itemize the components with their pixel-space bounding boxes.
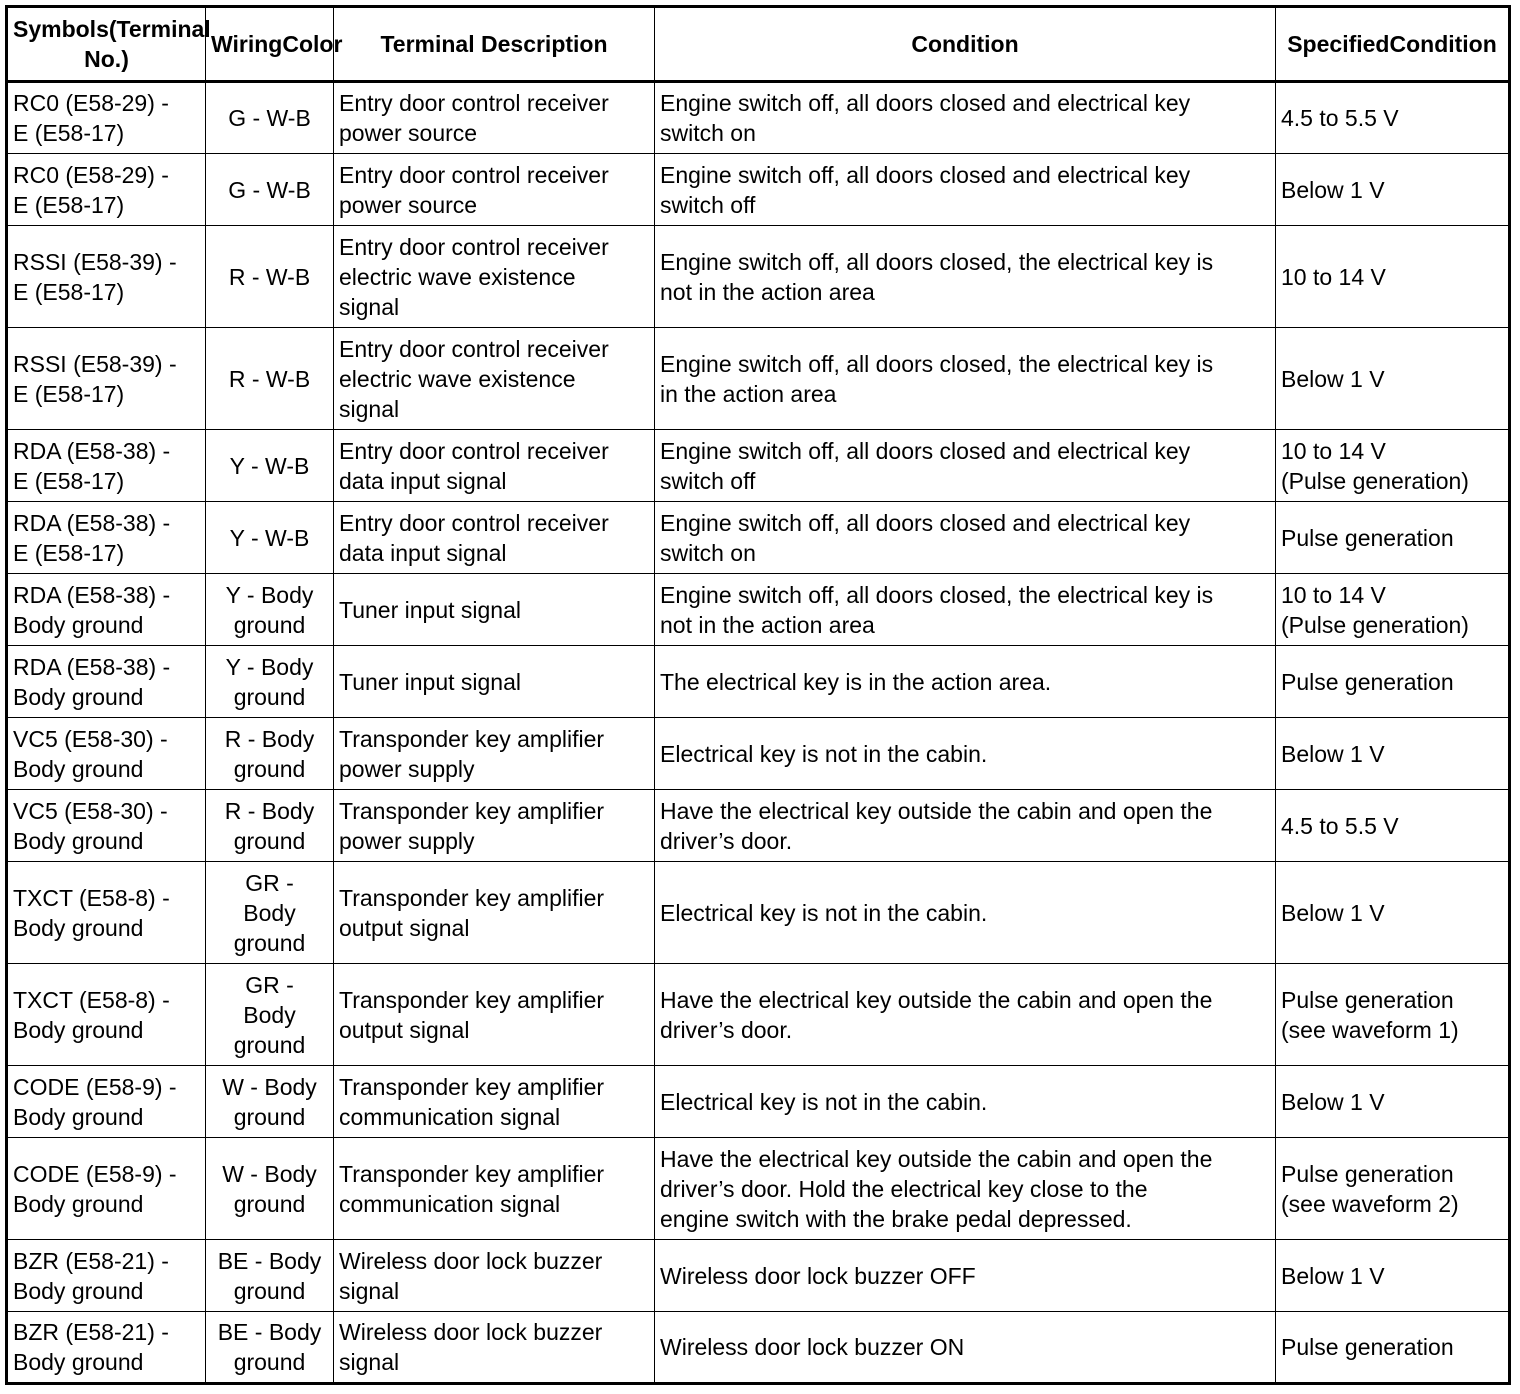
cell-text-line: R - W-B: [228, 263, 311, 290]
table-row: [7, 574, 1510, 646]
cell-text-line: in the action area: [660, 380, 837, 407]
cell-text-line: RDA (E58-38) -: [13, 581, 171, 608]
terminal-description-cell: [334, 646, 655, 718]
symbol-cell: [7, 154, 206, 226]
symbol-cell: [7, 964, 206, 1066]
cell-text-line: driver’s door.: [660, 1016, 793, 1043]
cell-text-line: driver’s door. Hold the electrical key close to the: [660, 1175, 1148, 1202]
cell-text-line: Body ground: [13, 914, 144, 941]
cell-text-line: Entry door control receiver: [339, 335, 609, 362]
specified-condition-cell: [1276, 1312, 1510, 1384]
wiring-color-cell: [206, 964, 334, 1066]
cell-text-line: Transponder key amplifier: [339, 986, 605, 1013]
cell-text-line: Body ground: [13, 1277, 144, 1304]
wiring-color-cell: [206, 574, 334, 646]
cell-text-line: Entry door control receiver: [339, 90, 609, 116]
condition-cell: [655, 82, 1276, 154]
cell-text-line: Below 1 V: [1281, 899, 1385, 926]
condition-cell: [655, 430, 1276, 502]
cell-text-line: Below 1 V: [1281, 365, 1385, 392]
cell-text-line: (Pulse generation): [1281, 467, 1469, 494]
header-text-line: Terminal Description: [380, 31, 608, 57]
cell-text-line: Body ground: [13, 1349, 144, 1375]
cell-text-line: Wireless door lock buzzer: [339, 1319, 603, 1345]
cell-text-line: Engine switch off, all doors closed and electrical key: [660, 437, 1191, 464]
cell-text-line: electric wave existence: [339, 263, 576, 290]
table-row: [7, 502, 1510, 574]
cell-text-line: data input signal: [339, 539, 507, 566]
cell-text-line: Body ground: [13, 611, 144, 638]
cell-text-line: Y - W-B: [229, 524, 310, 551]
cell-text-line: ground: [233, 929, 306, 956]
cell-text-line: BE - Body: [217, 1319, 322, 1345]
terminal-description-cell: [334, 502, 655, 574]
symbol-cell: [7, 574, 206, 646]
wiring-color-cell: [206, 1312, 334, 1384]
cell-text-line: signal: [339, 395, 400, 422]
table-row: [7, 226, 1510, 328]
terminal-inspection-table: [5, 5, 1511, 1385]
cell-text-line: Tuner input signal: [339, 668, 521, 695]
condition-cell: [655, 1240, 1276, 1312]
condition-cell: [655, 574, 1276, 646]
symbol-cell: [7, 502, 206, 574]
specified-condition-cell: [1276, 862, 1510, 964]
cell-text-line: Body ground: [13, 1016, 144, 1043]
wiring-color-cell: [206, 328, 334, 430]
terminal-description-cell: [334, 154, 655, 226]
cell-text-line: Pulse generation: [1281, 1160, 1454, 1187]
cell-text-line: Pulse generation: [1281, 524, 1454, 551]
cell-text-line: switch on: [660, 120, 756, 146]
cell-text-line: Entry door control receiver: [339, 161, 609, 188]
cell-text-line: 10 to 14 V: [1281, 263, 1386, 290]
cell-text-line: CODE (E58-9) -: [13, 1160, 177, 1187]
cell-text-line: (Pulse generation): [1281, 611, 1469, 638]
symbol-cell: [7, 1312, 206, 1384]
terminal-description-cell: [334, 1066, 655, 1138]
specified-condition-cell: [1276, 154, 1510, 226]
cell-text-line: GR -: [245, 869, 294, 896]
cell-text-line: 10 to 14 V: [1281, 581, 1386, 608]
symbol-cell: [7, 862, 206, 964]
cell-text-line: E (E58-17): [13, 278, 125, 305]
symbol-cell: [7, 82, 206, 154]
table-row: [7, 328, 1510, 430]
cell-text-line: not in the action area: [660, 611, 875, 638]
cell-text-line: ground: [233, 1277, 306, 1304]
cell-text-line: communication signal: [339, 1190, 561, 1217]
header-text-line: (Terminal No.): [84, 16, 211, 72]
terminal-description-cell: [334, 574, 655, 646]
cell-text-line: ground: [233, 1031, 306, 1058]
cell-text-line: Body ground: [13, 827, 144, 854]
terminal-description-cell: [334, 82, 655, 154]
terminal-description-cell: [334, 430, 655, 502]
cell-text-line: signal: [339, 1349, 400, 1375]
cell-text-line: W - Body: [222, 1073, 317, 1100]
wiring-color-cell: [206, 154, 334, 226]
cell-text-line: Engine switch off, all doors closed, the electrical key is: [660, 350, 1214, 377]
specified-condition-cell: [1276, 1138, 1510, 1240]
table-row: [7, 1240, 1510, 1312]
specified-condition-cell: [1276, 1066, 1510, 1138]
cell-text-line: ground: [233, 827, 306, 854]
cell-text-line: Entry door control receiver: [339, 233, 609, 260]
cell-text-line: ground: [233, 1190, 306, 1217]
cell-text-line: Entry door control receiver: [339, 437, 609, 464]
cell-text-line: switch on: [660, 539, 756, 566]
cell-text-line: Electrical key is not in the cabin.: [660, 899, 988, 926]
condition-cell: [655, 154, 1276, 226]
specified-condition-cell: [1276, 82, 1510, 154]
condition-cell: [655, 328, 1276, 430]
cell-text-line: 4.5 to 5.5 V: [1281, 812, 1399, 839]
cell-text-line: Y - Body: [225, 581, 314, 608]
cell-text-line: Body ground: [13, 1103, 144, 1130]
wiring-color-cell: [206, 790, 334, 862]
symbol-cell: [7, 718, 206, 790]
wiring-color-cell: [206, 1138, 334, 1240]
cell-text-line: Below 1 V: [1281, 176, 1385, 203]
cell-text-line: Have the electrical key outside the cabin and open the: [660, 986, 1213, 1013]
terminal-description-cell: [334, 1312, 655, 1384]
table-row: [7, 862, 1510, 964]
cell-text-line: 10 to 14 V: [1281, 437, 1386, 464]
table-row: [7, 964, 1510, 1066]
cell-text-line: output signal: [339, 1016, 470, 1043]
cell-text-line: Engine switch off, all doors closed and electrical key: [660, 90, 1191, 116]
cell-text-line: R - Body: [224, 725, 315, 752]
cell-text-line: TXCT (E58-8) -: [13, 986, 170, 1013]
specified-condition-cell: [1276, 718, 1510, 790]
header-text-line: Condition: [1389, 31, 1497, 57]
cell-text-line: signal: [339, 293, 400, 320]
cell-text-line: RC0 (E58-29) -: [13, 90, 169, 116]
cell-text-line: Y - Body: [225, 653, 314, 680]
cell-text-line: CODE (E58-9) -: [13, 1073, 177, 1100]
header-wiring-color: [206, 7, 343, 82]
condition-cell: [655, 1312, 1276, 1384]
cell-text-line: Transponder key amplifier: [339, 884, 605, 911]
symbol-cell: [7, 1240, 206, 1312]
table-row: [7, 1138, 1510, 1240]
terminal-description-cell: [334, 1240, 655, 1312]
table-row: [7, 154, 1510, 226]
header-text-line: Color: [282, 31, 343, 57]
cell-text-line: Pulse generation: [1281, 986, 1454, 1013]
table-row: [7, 790, 1510, 862]
condition-cell: [655, 226, 1276, 328]
cell-text-line: ground: [233, 1103, 306, 1130]
cell-text-line: Pulse generation: [1281, 1334, 1454, 1360]
cell-text-line: ground: [233, 683, 306, 710]
cell-text-line: The electrical key is in the action area.: [660, 668, 1052, 695]
cell-text-line: signal: [339, 1277, 400, 1304]
symbol-cell: [7, 1138, 206, 1240]
wiring-color-cell: [206, 430, 334, 502]
cell-text-line: RDA (E58-38) -: [13, 437, 171, 464]
specified-condition-cell: [1276, 790, 1510, 862]
cell-text-line: power source: [339, 120, 478, 146]
cell-text-line: not in the action area: [660, 278, 875, 305]
symbol-cell: [7, 430, 206, 502]
terminal-description-cell: [334, 226, 655, 328]
cell-text-line: Pulse generation: [1281, 668, 1454, 695]
cell-text-line: RC0 (E58-29) -: [13, 161, 169, 188]
wiring-color-cell: [206, 502, 334, 574]
terminal-description-cell: [334, 790, 655, 862]
cell-text-line: RDA (E58-38) -: [13, 653, 171, 680]
symbol-cell: [7, 646, 206, 718]
header-specified-condition: [1276, 7, 1510, 82]
cell-text-line: E (E58-17): [13, 120, 125, 146]
cell-text-line: ground: [233, 755, 306, 782]
cell-text-line: VC5 (E58-30) -: [13, 797, 168, 824]
symbol-cell: [7, 328, 206, 430]
specified-condition-cell: [1276, 502, 1510, 574]
cell-text-line: RSSI (E58-39) -: [13, 248, 177, 275]
cell-text-line: Body: [243, 899, 296, 926]
cell-text-line: E (E58-17): [13, 380, 125, 407]
wiring-color-cell: [206, 718, 334, 790]
cell-text-line: Electrical key is not in the cabin.: [660, 740, 988, 767]
specified-condition-cell: [1276, 646, 1510, 718]
table-row: [7, 1066, 1510, 1138]
header-text-line: Symbols: [13, 16, 109, 42]
terminal-description-cell: [334, 1138, 655, 1240]
wiring-color-cell: [206, 1066, 334, 1138]
table-row: [7, 718, 1510, 790]
condition-cell: [655, 502, 1276, 574]
cell-text-line: R - Body: [224, 797, 315, 824]
cell-text-line: W - Body: [222, 1160, 317, 1187]
condition-cell: [655, 964, 1276, 1066]
cell-text-line: G - W-B: [228, 105, 311, 131]
cell-text-line: Body ground: [13, 683, 144, 710]
cell-text-line: RSSI (E58-39) -: [13, 350, 177, 377]
table-body: [7, 82, 1510, 1384]
cell-text-line: Engine switch off, all doors closed, the electrical key is: [660, 248, 1214, 275]
cell-text-line: (see waveform 1): [1281, 1016, 1459, 1043]
cell-text-line: Body: [243, 1001, 296, 1028]
cell-text-line: Body ground: [13, 755, 144, 782]
specified-condition-cell: [1276, 226, 1510, 328]
cell-text-line: power source: [339, 191, 478, 218]
specified-condition-cell: [1276, 430, 1510, 502]
header-text-line: Wiring: [211, 31, 283, 57]
header-symbols: [7, 7, 211, 82]
terminal-description-cell: [334, 718, 655, 790]
cell-text-line: Transponder key amplifier: [339, 1160, 605, 1187]
cell-text-line: Transponder key amplifier: [339, 725, 605, 752]
table-row: [7, 82, 1510, 154]
specified-condition-cell: [1276, 1240, 1510, 1312]
cell-text-line: VC5 (E58-30) -: [13, 725, 168, 752]
cell-text-line: E (E58-17): [13, 539, 125, 566]
cell-text-line: Below 1 V: [1281, 740, 1385, 767]
cell-text-line: switch off: [660, 467, 756, 494]
cell-text-line: communication signal: [339, 1103, 561, 1130]
terminal-description-cell: [334, 862, 655, 964]
cell-text-line: power supply: [339, 755, 475, 782]
cell-text-line: Engine switch off, all doors closed and electrical key: [660, 509, 1191, 536]
header-row: [7, 7, 1510, 82]
cell-text-line: GR -: [245, 971, 294, 998]
cell-text-line: G - W-B: [228, 176, 311, 203]
cell-text-line: Y - W-B: [229, 452, 310, 479]
cell-text-line: E (E58-17): [13, 191, 125, 218]
cell-text-line: Tuner input signal: [339, 596, 521, 623]
symbol-cell: [7, 226, 206, 328]
cell-text-line: BZR (E58-21) -: [13, 1247, 169, 1274]
table-row: [7, 430, 1510, 502]
cell-text-line: electric wave existence: [339, 365, 576, 392]
cell-text-line: 4.5 to 5.5 V: [1281, 105, 1399, 131]
condition-cell: [655, 1066, 1276, 1138]
cell-text-line: data input signal: [339, 467, 507, 494]
header-terminal-description: [334, 7, 655, 82]
cell-text-line: Wireless door lock buzzer: [339, 1247, 603, 1274]
condition-cell: [655, 1138, 1276, 1240]
symbol-cell: [7, 1066, 206, 1138]
cell-text-line: engine switch with the brake pedal depressed.: [660, 1205, 1132, 1232]
header-text-line: Specified: [1287, 31, 1390, 57]
cell-text-line: output signal: [339, 914, 470, 941]
specified-condition-cell: [1276, 328, 1510, 430]
cell-text-line: Engine switch off, all doors closed and electrical key: [660, 161, 1191, 188]
cell-text-line: RDA (E58-38) -: [13, 509, 171, 536]
cell-text-line: E (E58-17): [13, 467, 125, 494]
condition-cell: [655, 646, 1276, 718]
header-condition: [655, 7, 1276, 82]
cell-text-line: R - W-B: [228, 365, 311, 392]
header-text-line: Condition: [911, 31, 1019, 57]
cell-text-line: switch off: [660, 191, 756, 218]
cell-text-line: Entry door control receiver: [339, 509, 609, 536]
cell-text-line: Wireless door lock buzzer OFF: [660, 1262, 976, 1289]
cell-text-line: Have the electrical key outside the cabin and open the: [660, 797, 1213, 824]
cell-text-line: BE - Body: [217, 1247, 322, 1274]
cell-text-line: TXCT (E58-8) -: [13, 884, 170, 911]
cell-text-line: Electrical key is not in the cabin.: [660, 1088, 988, 1115]
wiring-color-cell: [206, 646, 334, 718]
wiring-color-cell: [206, 82, 334, 154]
cell-text-line: Body ground: [13, 1190, 144, 1217]
wiring-color-cell: [206, 1240, 334, 1312]
cell-text-line: ground: [233, 1349, 306, 1375]
cell-text-line: Transponder key amplifier: [339, 1073, 605, 1100]
wiring-color-cell: [206, 862, 334, 964]
cell-text-line: Engine switch off, all doors closed, the electrical key is: [660, 581, 1214, 608]
terminal-description-cell: [334, 328, 655, 430]
cell-text-line: ground: [233, 611, 306, 638]
condition-cell: [655, 790, 1276, 862]
condition-cell: [655, 718, 1276, 790]
table-row: [7, 1312, 1510, 1384]
cell-text-line: Wireless door lock buzzer ON: [660, 1334, 965, 1360]
specified-condition-cell: [1276, 964, 1510, 1066]
cell-text-line: Below 1 V: [1281, 1088, 1385, 1115]
table-header: [7, 7, 1510, 82]
cell-text-line: Below 1 V: [1281, 1262, 1385, 1289]
cell-text-line: Have the electrical key outside the cabin and open the: [660, 1145, 1213, 1172]
specified-condition-cell: [1276, 574, 1510, 646]
cell-text-line: BZR (E58-21) -: [13, 1319, 169, 1345]
table-row: [7, 646, 1510, 718]
cell-text-line: driver’s door.: [660, 827, 793, 854]
symbol-cell: [7, 790, 206, 862]
cell-text-line: Transponder key amplifier: [339, 797, 605, 824]
cell-text-line: power supply: [339, 827, 475, 854]
condition-cell: [655, 862, 1276, 964]
terminal-description-cell: [334, 964, 655, 1066]
wiring-color-cell: [206, 226, 334, 328]
cell-text-line: (see waveform 2): [1281, 1190, 1459, 1217]
